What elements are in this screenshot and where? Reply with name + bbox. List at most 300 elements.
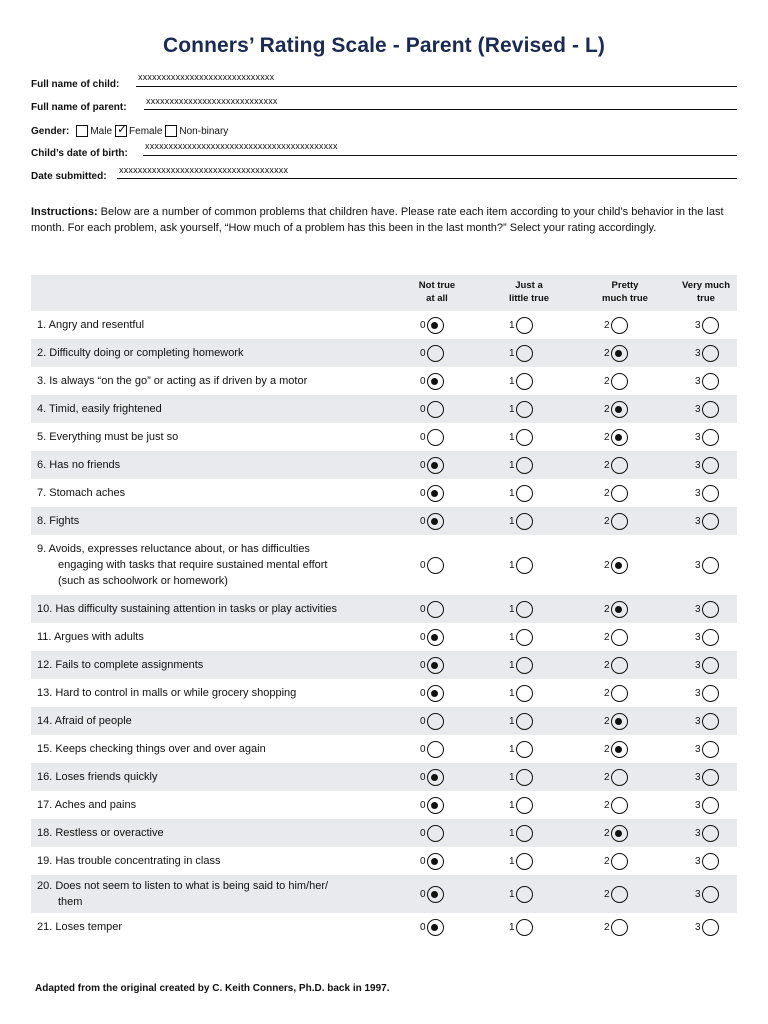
- radio-unselected[interactable]: [611, 513, 628, 530]
- radio-unselected[interactable]: [516, 317, 533, 334]
- rating-option-0[interactable]: [420, 685, 444, 702]
- rating-option-3[interactable]: [695, 513, 719, 530]
- rating-option-0[interactable]: [420, 825, 444, 842]
- table-row: [31, 451, 737, 479]
- rating-option-3[interactable]: [695, 657, 719, 674]
- rating-score-label: 1: [509, 660, 515, 671]
- instructions: [31, 204, 737, 236]
- rating-score-label: 0: [420, 460, 426, 471]
- radio-selected[interactable]: [427, 513, 444, 530]
- radio-selected[interactable]: [427, 657, 444, 674]
- rating-option-2[interactable]: [604, 601, 628, 618]
- item-label: Timid, easily frightened: [49, 403, 162, 415]
- rating-option-1[interactable]: [509, 797, 533, 814]
- radio-unselected[interactable]: [516, 769, 533, 786]
- rating-option-1[interactable]: [509, 741, 533, 758]
- rating-option-1[interactable]: [509, 685, 533, 702]
- radio-unselected[interactable]: [516, 886, 533, 903]
- rating-score-label: 3: [695, 320, 701, 331]
- rating-option-3[interactable]: [695, 601, 719, 618]
- rating-option-0[interactable]: [420, 429, 444, 446]
- radio-unselected[interactable]: [516, 741, 533, 758]
- child-name-label: Full name of child:: [31, 79, 120, 90]
- item-label: Argues with adults: [53, 631, 144, 643]
- radio-unselected[interactable]: [611, 373, 628, 390]
- radio-unselected[interactable]: [611, 685, 628, 702]
- rating-option-3[interactable]: [695, 629, 719, 646]
- rating-score-label: 3: [695, 348, 701, 359]
- radio-unselected[interactable]: [702, 853, 719, 870]
- radio-unselected[interactable]: [702, 457, 719, 474]
- rating-score-label: 0: [420, 922, 426, 933]
- radio-unselected[interactable]: [427, 401, 444, 418]
- radio-unselected[interactable]: [611, 919, 628, 936]
- rating-option-3[interactable]: [695, 919, 719, 936]
- table-header: [31, 275, 737, 311]
- rating-option-1[interactable]: [509, 825, 533, 842]
- rating-score-label: 2: [604, 404, 610, 415]
- radio-unselected[interactable]: [516, 345, 533, 362]
- gender-option-male[interactable]: [76, 125, 112, 137]
- item-text: [37, 513, 367, 529]
- table-row: [31, 339, 737, 367]
- item-number: 2.: [37, 347, 47, 359]
- dob-value[interactable]: xxxxxxxxxxxxxxxxxxxxxxxxxxxxxxxxxxxxxxxxx: [145, 141, 338, 151]
- radio-unselected[interactable]: [611, 485, 628, 502]
- rating-option-1[interactable]: [509, 886, 533, 903]
- rating-option-3[interactable]: [695, 457, 719, 474]
- rating-option-3[interactable]: [695, 886, 719, 903]
- radio-unselected[interactable]: [427, 429, 444, 446]
- child-name-value[interactable]: xxxxxxxxxxxxxxxxxxxxxxxxxxxxx: [138, 72, 275, 82]
- rating-option-0[interactable]: [420, 513, 444, 530]
- item-number: 20.: [37, 880, 53, 892]
- radio-unselected[interactable]: [516, 825, 533, 842]
- rating-score-label: 1: [509, 348, 515, 359]
- rating-score-label: 2: [604, 516, 610, 527]
- rating-score-label: 1: [509, 800, 515, 811]
- radio-unselected[interactable]: [702, 629, 719, 646]
- radio-unselected[interactable]: [702, 657, 719, 674]
- radio-unselected[interactable]: [516, 657, 533, 674]
- item-number: 9.: [37, 543, 47, 555]
- radio-unselected[interactable]: [702, 797, 719, 814]
- item-label: Does not seem to listen to what is being said to him/her/: [55, 880, 329, 892]
- rating-score-label: 1: [509, 772, 515, 783]
- item-number: 3.: [37, 375, 47, 387]
- radio-unselected[interactable]: [702, 401, 719, 418]
- radio-selected[interactable]: [427, 685, 444, 702]
- rating-score-label: 2: [604, 560, 610, 571]
- item-text: [37, 685, 367, 701]
- rating-score-label: 2: [604, 376, 610, 387]
- rating-option-2[interactable]: [604, 886, 628, 903]
- rating-option-1[interactable]: [509, 557, 533, 574]
- rating-score-label: 2: [604, 660, 610, 671]
- column-header-1: [489, 279, 569, 305]
- radio-selected[interactable]: [611, 401, 628, 418]
- rating-option-2[interactable]: [604, 629, 628, 646]
- rating-option-3[interactable]: [695, 713, 719, 730]
- rating-option-0[interactable]: [420, 401, 444, 418]
- date-submitted-field[interactable]: [31, 167, 737, 185]
- rating-option-3[interactable]: [695, 429, 719, 446]
- rating-option-0[interactable]: [420, 886, 444, 903]
- radio-unselected[interactable]: [516, 797, 533, 814]
- radio-unselected[interactable]: [427, 741, 444, 758]
- radio-unselected[interactable]: [516, 629, 533, 646]
- item-number: 4.: [37, 403, 47, 415]
- rating-option-3[interactable]: [695, 317, 719, 334]
- radio-unselected[interactable]: [611, 886, 628, 903]
- table-row: [31, 507, 737, 535]
- rating-score-label: 2: [604, 800, 610, 811]
- rating-score-label: 1: [509, 856, 515, 867]
- rating-score-label: 3: [695, 432, 701, 443]
- item-text: [37, 657, 367, 673]
- rating-score-label: 2: [604, 320, 610, 331]
- date-submitted-value[interactable]: xxxxxxxxxxxxxxxxxxxxxxxxxxxxxxxxxxxx: [119, 165, 289, 175]
- rating-option-3[interactable]: [695, 345, 719, 362]
- radio-unselected[interactable]: [702, 345, 719, 362]
- dob-field[interactable]: [31, 141, 737, 162]
- item-text: [37, 741, 367, 757]
- rating-option-0[interactable]: [420, 457, 444, 474]
- rating-option-1[interactable]: [509, 317, 533, 334]
- rating-score-label: 1: [509, 460, 515, 471]
- item-number: 16.: [37, 771, 53, 783]
- table-row: [31, 819, 737, 847]
- radio-selected[interactable]: [611, 429, 628, 446]
- item-number: 11.: [37, 631, 52, 643]
- rating-option-3[interactable]: [695, 769, 719, 786]
- item-label: Loses friends quickly: [55, 771, 158, 783]
- radio-selected[interactable]: [427, 457, 444, 474]
- rating-option-1[interactable]: [509, 345, 533, 362]
- item-number: 21.: [37, 921, 53, 933]
- rating-score-label: 2: [604, 922, 610, 933]
- footer-note: Adapted from the original created by C. Keith Conners, Ph.D. back in 1997.: [35, 983, 390, 994]
- radio-unselected[interactable]: [516, 713, 533, 730]
- rating-option-1[interactable]: [509, 513, 533, 530]
- radio-unselected[interactable]: [702, 485, 719, 502]
- rating-score-label: 2: [604, 744, 610, 755]
- radio-unselected[interactable]: [516, 853, 533, 870]
- column-header-3: [666, 279, 746, 305]
- table-row: [31, 623, 737, 651]
- radio-unselected[interactable]: [702, 919, 719, 936]
- radio-selected[interactable]: [611, 345, 628, 362]
- item-text: [37, 429, 367, 445]
- radio-unselected[interactable]: [702, 429, 719, 446]
- radio-unselected[interactable]: [427, 713, 444, 730]
- rating-option-2[interactable]: [604, 769, 628, 786]
- radio-unselected[interactable]: [611, 317, 628, 334]
- item-label: Loses temper: [55, 921, 123, 933]
- radio-unselected[interactable]: [611, 769, 628, 786]
- rating-option-0[interactable]: [420, 769, 444, 786]
- rating-option-3[interactable]: [695, 401, 719, 418]
- rating-option-1[interactable]: [509, 457, 533, 474]
- table-row: [31, 913, 737, 941]
- radio-selected[interactable]: [427, 373, 444, 390]
- radio-unselected[interactable]: [427, 557, 444, 574]
- column-header-2: [585, 279, 665, 305]
- column-header-line1: Very much: [681, 280, 731, 291]
- rating-option-0[interactable]: [420, 741, 444, 758]
- radio-selected[interactable]: [611, 557, 628, 574]
- rating-option-1[interactable]: [509, 629, 533, 646]
- rating-option-2[interactable]: [604, 657, 628, 674]
- radio-unselected[interactable]: [702, 713, 719, 730]
- radio-unselected[interactable]: [702, 317, 719, 334]
- rating-option-2[interactable]: [604, 457, 628, 474]
- radio-unselected[interactable]: [516, 457, 533, 474]
- non-binary-label: Non-binary: [179, 125, 229, 137]
- gender-option-non-binary[interactable]: [165, 125, 228, 137]
- item-label: Fights: [49, 515, 80, 527]
- rating-score-label: 1: [509, 688, 515, 699]
- rating-score-label: 0: [420, 516, 426, 527]
- item-number: 14.: [37, 715, 53, 727]
- rating-option-1[interactable]: [509, 429, 533, 446]
- radio-selected[interactable]: [427, 797, 444, 814]
- radio-unselected[interactable]: [611, 457, 628, 474]
- rating-score-label: 3: [695, 488, 701, 499]
- radio-unselected[interactable]: [427, 601, 444, 618]
- non-binary-checkbox[interactable]: [165, 125, 177, 137]
- rating-option-0[interactable]: [420, 317, 444, 334]
- rating-option-0[interactable]: [420, 797, 444, 814]
- rating-option-2[interactable]: [604, 345, 628, 362]
- rating-score-label: 1: [509, 516, 515, 527]
- radio-selected[interactable]: [611, 601, 628, 618]
- column-header-line1: Not true: [418, 280, 456, 291]
- item-label: Avoids, expresses reluctance about, or has difficulties: [48, 543, 310, 555]
- rating-score-label: 0: [420, 800, 426, 811]
- rating-option-2[interactable]: [604, 919, 628, 936]
- parent-name-label: Full name of parent:: [31, 102, 127, 113]
- parent-name-field[interactable]: [31, 98, 737, 116]
- rating-option-2[interactable]: [604, 713, 628, 730]
- radio-unselected[interactable]: [516, 373, 533, 390]
- radio-unselected[interactable]: [702, 513, 719, 530]
- radio-unselected[interactable]: [611, 853, 628, 870]
- rating-option-0[interactable]: [420, 713, 444, 730]
- rating-score-label: 3: [695, 404, 701, 415]
- rating-score-label: 2: [604, 604, 610, 615]
- rating-option-1[interactable]: [509, 769, 533, 786]
- rating-option-0[interactable]: [420, 601, 444, 618]
- radio-unselected[interactable]: [516, 919, 533, 936]
- radio-selected[interactable]: [427, 769, 444, 786]
- gender-option-female[interactable]: [115, 122, 163, 137]
- radio-unselected[interactable]: [516, 557, 533, 574]
- rating-score-label: 1: [509, 432, 515, 443]
- rating-option-2[interactable]: [604, 557, 628, 574]
- rating-score-label: 3: [695, 828, 701, 839]
- radio-unselected[interactable]: [702, 825, 719, 842]
- rating-option-2[interactable]: [604, 485, 628, 502]
- radio-unselected[interactable]: [516, 429, 533, 446]
- item-text: [37, 317, 367, 333]
- item-text: [37, 601, 367, 617]
- rating-option-1[interactable]: [509, 657, 533, 674]
- radio-unselected[interactable]: [516, 485, 533, 502]
- radio-selected[interactable]: [427, 629, 444, 646]
- rating-option-0[interactable]: [420, 853, 444, 870]
- rating-score-label: 3: [695, 716, 701, 727]
- rating-option-1[interactable]: [509, 373, 533, 390]
- rating-option-0[interactable]: [420, 485, 444, 502]
- radio-selected[interactable]: [427, 919, 444, 936]
- rating-score-label: 0: [420, 560, 426, 571]
- rating-score-label: 3: [695, 744, 701, 755]
- rating-score-label: 2: [604, 688, 610, 699]
- rating-option-0[interactable]: [420, 919, 444, 936]
- rating-option-1[interactable]: [509, 601, 533, 618]
- radio-unselected[interactable]: [427, 825, 444, 842]
- item-text: [37, 825, 367, 841]
- radio-unselected[interactable]: [702, 685, 719, 702]
- rating-score-label: 2: [604, 828, 610, 839]
- rating-score-label: 1: [509, 922, 515, 933]
- rating-option-1[interactable]: [509, 919, 533, 936]
- radio-unselected[interactable]: [516, 601, 533, 618]
- rating-option-3[interactable]: [695, 797, 719, 814]
- item-text: [37, 878, 367, 910]
- item-label: Keeps checking things over and over again: [55, 743, 266, 755]
- rating-score-label: 0: [420, 604, 426, 615]
- radio-unselected[interactable]: [702, 373, 719, 390]
- radio-selected[interactable]: [427, 886, 444, 903]
- radio-unselected[interactable]: [516, 685, 533, 702]
- radio-unselected[interactable]: [702, 769, 719, 786]
- rating-option-2[interactable]: [604, 401, 628, 418]
- child-name-field[interactable]: [31, 72, 737, 93]
- rating-option-3[interactable]: [695, 825, 719, 842]
- radio-unselected[interactable]: [702, 601, 719, 618]
- rating-option-0[interactable]: [420, 345, 444, 362]
- rating-option-0[interactable]: [420, 629, 444, 646]
- date-submitted-label: Date submitted:: [31, 171, 107, 182]
- rating-score-label: 1: [509, 744, 515, 755]
- item-number: 6.: [37, 459, 47, 471]
- rating-option-1[interactable]: [509, 713, 533, 730]
- form-title: Conners’ Rating Scale - Parent (Revised - L): [162, 34, 605, 57]
- item-text: [37, 919, 367, 935]
- male-checkbox[interactable]: [76, 125, 88, 137]
- rating-option-2[interactable]: [604, 317, 628, 334]
- radio-selected[interactable]: [427, 853, 444, 870]
- rating-score-label: 0: [420, 688, 426, 699]
- rating-option-2[interactable]: [604, 825, 628, 842]
- rating-option-3[interactable]: [695, 373, 719, 390]
- radio-unselected[interactable]: [516, 401, 533, 418]
- item-text: [37, 457, 367, 473]
- item-number: 15.: [37, 743, 53, 755]
- rating-option-3[interactable]: [695, 853, 719, 870]
- rating-option-3[interactable]: [695, 685, 719, 702]
- female-checkbox[interactable]: [115, 122, 128, 137]
- column-header-line1: Pretty: [611, 280, 639, 291]
- gender-field: [31, 124, 231, 138]
- item-text: [37, 401, 367, 417]
- radio-selected[interactable]: [427, 485, 444, 502]
- rating-score-label: 3: [695, 889, 701, 900]
- radio-selected[interactable]: [611, 825, 628, 842]
- radio-unselected[interactable]: [611, 657, 628, 674]
- rating-option-2[interactable]: [604, 853, 628, 870]
- column-header-line2: at all: [426, 293, 448, 304]
- radio-unselected[interactable]: [516, 513, 533, 530]
- parent-name-value[interactable]: xxxxxxxxxxxxxxxxxxxxxxxxxxxx: [146, 96, 278, 106]
- radio-selected[interactable]: [611, 713, 628, 730]
- rating-score-label: 1: [509, 889, 515, 900]
- child-name-underline: [136, 86, 737, 87]
- radio-unselected[interactable]: [611, 797, 628, 814]
- rating-option-2[interactable]: [604, 741, 628, 758]
- column-header-0: [397, 279, 477, 305]
- radio-unselected[interactable]: [702, 886, 719, 903]
- rating-option-1[interactable]: [509, 485, 533, 502]
- rating-option-1[interactable]: [509, 401, 533, 418]
- rating-option-3[interactable]: [695, 557, 719, 574]
- item-label: Angry and resentful: [48, 319, 145, 331]
- radio-selected[interactable]: [427, 317, 444, 334]
- rating-option-0[interactable]: [420, 373, 444, 390]
- rating-option-2[interactable]: [604, 797, 628, 814]
- item-text: [37, 797, 367, 813]
- item-label: Difficulty doing or completing homework: [49, 347, 244, 359]
- radio-unselected[interactable]: [427, 345, 444, 362]
- item-text: [37, 373, 367, 389]
- item-text: [37, 769, 367, 785]
- rating-option-3[interactable]: [695, 485, 719, 502]
- radio-unselected[interactable]: [611, 629, 628, 646]
- item-number: 19.: [37, 855, 53, 867]
- radio-unselected[interactable]: [702, 557, 719, 574]
- rating-option-3[interactable]: [695, 741, 719, 758]
- rating-score-label: 0: [420, 889, 426, 900]
- item-label-continued: them: [58, 896, 83, 908]
- column-header-line2: little true: [508, 293, 550, 304]
- radio-unselected[interactable]: [702, 741, 719, 758]
- table-row: [31, 875, 737, 913]
- rating-option-1[interactable]: [509, 853, 533, 870]
- rating-score-label: 0: [420, 432, 426, 443]
- item-text: [37, 713, 367, 729]
- rating-option-2[interactable]: [604, 373, 628, 390]
- rating-score-label: 2: [604, 889, 610, 900]
- instructions-text: Below are a number of common problems that children have. Please rate each item according to your child’s behavior in the last month. For each problem, ask yourself, “How much of a problem has this been in the last month?” Select your rating accordingly.: [31, 206, 724, 234]
- item-text: [37, 485, 367, 501]
- rating-option-2[interactable]: [604, 513, 628, 530]
- rating-score-label: 1: [509, 716, 515, 727]
- rating-option-2[interactable]: [604, 685, 628, 702]
- item-label: Everything must be just so: [49, 431, 179, 443]
- rating-option-0[interactable]: [420, 557, 444, 574]
- item-text: [37, 853, 367, 869]
- item-number: 5.: [37, 431, 47, 443]
- rating-score-label: 2: [604, 772, 610, 783]
- item-number: 17.: [37, 799, 53, 811]
- item-label: Has trouble concentrating in class: [55, 855, 221, 867]
- rating-option-2[interactable]: [604, 429, 628, 446]
- rating-option-0[interactable]: [420, 657, 444, 674]
- radio-selected[interactable]: [611, 741, 628, 758]
- rating-score-label: 3: [695, 856, 701, 867]
